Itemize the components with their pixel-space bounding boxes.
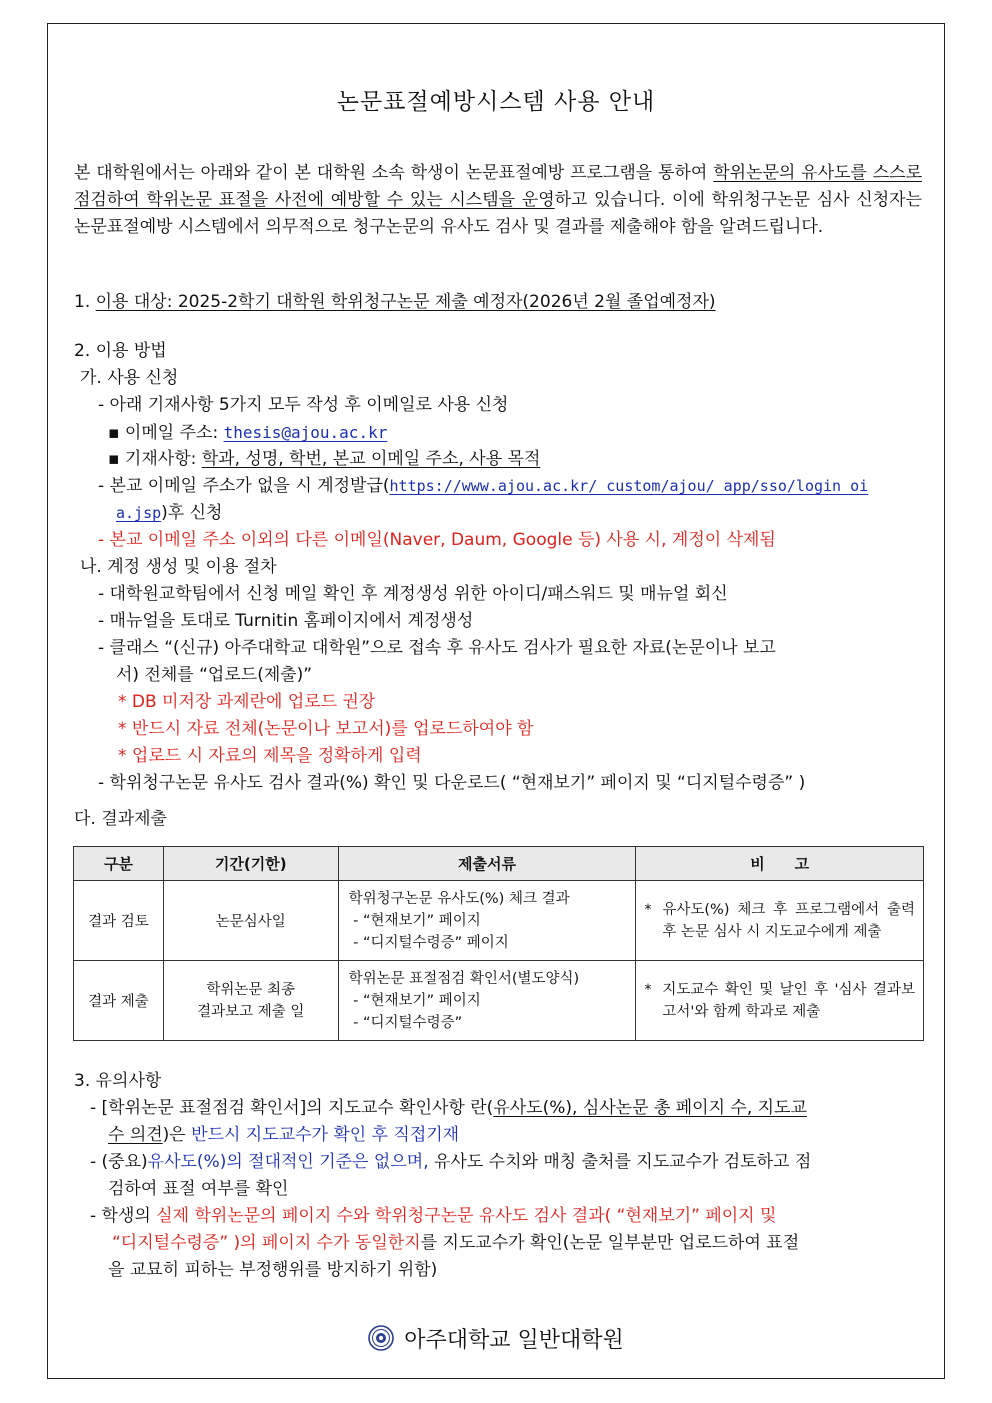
na-note-1: * DB 미저장 과제란에 업로드 권장: [118, 692, 376, 712]
caution-3-text-mid: 를 지도교수가 확인(논문 일부분만 업로드하여 표절: [420, 1233, 800, 1253]
table-header-period: 기간(기한): [163, 847, 338, 881]
doc-sub-item: - “현재보기” 페이지: [348, 912, 481, 929]
intro-underlined-text: 학위논문의 유사도를 스스로 점검하여 학위논문 표절을 사전에 예방할 수 있는 시스템을 운영: [74, 163, 922, 210]
row-type: 결과 제출: [74, 961, 164, 1041]
row-type: 결과 검토: [74, 881, 164, 961]
doc-sub-item: - “디지털수령증”: [348, 1014, 463, 1031]
caution-1-text: - [학위논문 표절점검 확인서]의 지도교수 확인사항 란(: [90, 1098, 494, 1118]
na-item-3: - 클래스 “(신규) 아주대학교 대학원”으로 접속 후 유사도 검사가 필요한 자료(논문이나 보고: [98, 638, 776, 658]
table-header-documents: 제출서류: [338, 847, 636, 881]
doc-sub-item: - “현재보기” 페이지: [348, 992, 481, 1009]
university-seal-icon: [368, 1325, 394, 1357]
caution-1-cont: [108, 1122, 459, 1149]
section-2-heading: 2. 이용 방법: [74, 341, 167, 361]
row-period-line: 학위논문 최종: [206, 981, 296, 998]
subsection-na-heading: 나. 계정 생성 및 이용 절차: [80, 557, 277, 577]
row-documents: [338, 881, 636, 961]
doc-title: 학위청구논문 유사도(%) 체크 결과: [348, 890, 570, 907]
ga-item-2-cont: [116, 500, 222, 527]
email-label: ▪ 이메일 주소:: [108, 423, 224, 443]
na-item-2: - 매뉴얼을 토대로 Turnitin 홈페이지에서 계정생성: [98, 611, 474, 631]
caution-3-cont-2: 을 교묘히 피하는 부정행위를 방지하기 위함): [108, 1260, 438, 1280]
sso-url-link[interactable]: https://www.ajou.ac.kr/_custom/ajou/_app/sso/login_oi: [389, 477, 869, 495]
row-period-line: 결과보고 제출 일: [197, 1003, 305, 1020]
caution-1: [90, 1095, 807, 1122]
email-link[interactable]: thesis@ajou.ac.kr: [223, 423, 388, 442]
row-documents: [338, 961, 636, 1041]
note-text: 지도교수 확인 및 날인 후 '심사 결과보고서'와 함께 학과로 제출: [662, 981, 915, 1020]
footer: [0, 1323, 992, 1357]
caution-2-cont: 검하여 표절 여부를 확인: [108, 1179, 289, 1199]
caution-1-underlined: 유사도(%), 심사논문 총 페이지 수, 지도교: [493, 1098, 807, 1118]
table-header-type: 구분: [74, 847, 164, 881]
caution-2-text-end: 유사도 수치와 매칭 출처를 지도교수가 검토하고 점: [428, 1152, 812, 1172]
row-remarks: [636, 961, 924, 1041]
fields-value: 학과, 성명, 학번, 본교 이메일 주소, 사용 목적: [201, 449, 541, 469]
subsection-ga-heading: 가. 사용 신청: [80, 368, 179, 388]
caution-3-text: - 학생의: [90, 1206, 157, 1226]
ga-item-3-warning: - 본교 이메일 주소 이외의 다른 이메일(Naver, Daum, Google 등) 사용 시, 계정이 삭제됨: [98, 530, 776, 550]
table-header-row: [74, 847, 924, 881]
section-1-text: 이용 대상: 2025-2학기 대학원 학위청구논문 제출 예정자(2026년 2월 졸업예정자): [95, 292, 716, 312]
table-row: [74, 961, 924, 1041]
note-text: 유사도(%) 체크 후 프로그램에서 출력 후 논문 심사 시 지도교수에게 제출: [662, 901, 915, 940]
na-item-4: - 학위청구논문 유사도 검사 결과(%) 확인 및 다운로드( “현재보기” 페이지 및 “디지털수령증” ): [98, 773, 806, 793]
caution-2-emphasis: 유사도(%)의 절대적인 기준은 없으며,: [147, 1152, 429, 1172]
table-header-remarks: 비 고: [636, 847, 924, 881]
footer-org-name: 아주대학교 일반대학원: [404, 1328, 624, 1353]
fields-label: ▪ 기재사항:: [108, 449, 202, 469]
caution-3-cont: [112, 1230, 799, 1257]
fields-line: [108, 446, 540, 473]
doc-sub-item: - “디지털수령증” 페이지: [348, 934, 509, 951]
subsection-da-heading: 다. 결과제출: [74, 809, 167, 829]
intro-text: 본 대학원에서는 아래와 같이 본 대학원 소속 학생이 논문표절예방 프로그램을 통하여: [74, 163, 714, 183]
page-title: 논문표절예방시스템 사용 안내: [336, 89, 656, 115]
row-period-line: 논문심사일: [215, 914, 286, 930]
ga-item-2-text: - 본교 이메일 주소가 없을 시 계정발급(: [98, 476, 390, 496]
caution-1-underlined-cont: 수 의견: [108, 1125, 163, 1145]
caution-3-emphasis: 실제 학위논문의 페이지 수와 학위청구논문 유사도 검사 결과( “현재보기” 페이지 및: [156, 1206, 777, 1226]
intro-paragraph: [74, 160, 922, 241]
caution-3: [90, 1203, 776, 1230]
section-1: [74, 289, 716, 316]
na-item-3-cont: 서) 전체를 “업로드(제출)”: [116, 665, 313, 685]
note-star: *: [644, 901, 652, 918]
caution-1-emphasis: 반드시 지도교수가 확인 후 직접기재: [191, 1125, 460, 1145]
intro-text-end: 하고 있습니다. 이에 학위청구논문 심사 신청자는 논문표절예방 시스템에서 의무적으로 청구논문의 유사도 검사 및 결과를 제출해야 함을 알려드립니다.: [74, 190, 922, 237]
na-note-2: * 반드시 자료 전체(논문이나 보고서)를 업로드하여야 함: [118, 719, 534, 739]
table-row: [74, 881, 924, 961]
doc-title: 학위논문 표절점검 확인서(별도양식): [348, 970, 580, 987]
caution-2-text: - (중요): [90, 1152, 148, 1172]
na-item-1: - 대학원교학팀에서 신청 메일 확인 후 계정생성 위한 아이디/패스워드 및 매뉴얼 회신: [98, 584, 728, 604]
email-line: [108, 419, 387, 447]
row-period: [163, 961, 338, 1041]
section-1-number: 1.: [74, 292, 96, 312]
note-star: *: [644, 981, 652, 998]
caution-3-emphasis-cont: “디지털수령증” )의 페이지 수가 동일한지: [112, 1233, 421, 1253]
row-remarks: [636, 881, 924, 961]
ga-item-2: [98, 473, 868, 500]
result-table: [73, 846, 924, 1041]
caution-2: [90, 1149, 811, 1176]
na-note-3: * 업로드 시 자료의 제목을 정확하게 입력: [118, 746, 422, 766]
section-3-heading: 3. 유의사항: [74, 1071, 162, 1091]
ga-item-2-post: )후 신청: [161, 503, 223, 523]
sso-url-link-cont[interactable]: a.jsp: [116, 504, 162, 522]
ga-item-1: - 아래 기재사항 5가지 모두 작성 후 이메일로 사용 신청: [98, 395, 509, 415]
caution-1-text-mid: )은: [162, 1125, 192, 1145]
row-period: [163, 881, 338, 961]
